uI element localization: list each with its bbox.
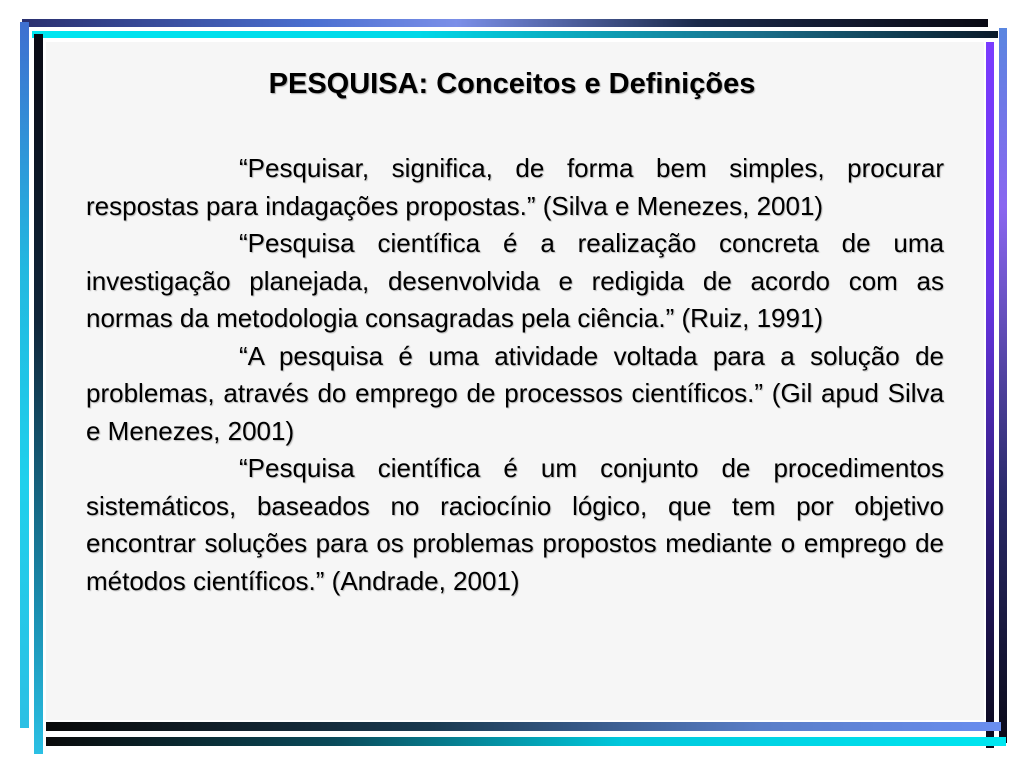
emphasized-term: Pesquisa bbox=[247, 228, 355, 258]
paragraph-text: “ bbox=[239, 453, 248, 483]
definition-paragraph bbox=[86, 450, 944, 600]
top-border-bar-cyan bbox=[32, 31, 998, 38]
paragraph-text: científica é um conjunto de procedimentos sistemáticos, baseados no raciocínio lógico, que tem por objetivo encontrar soluções para os problemas propostos mediante o emprego de métodos científicos.” (Andrade, 2001) bbox=[86, 453, 944, 596]
definition-paragraph bbox=[86, 225, 944, 338]
definition-paragraph bbox=[86, 150, 944, 225]
top-border-bar-dark bbox=[22, 19, 988, 27]
left-border-bar-dark bbox=[34, 34, 43, 754]
bottom-border-bar-dark bbox=[46, 722, 1001, 731]
left-border-bar-cyan bbox=[20, 22, 29, 728]
paragraph-text: “ bbox=[239, 228, 248, 258]
paragraph-text: “A bbox=[239, 340, 279, 371]
paragraph-text: é uma atividade voltada para a solução de problemas, através do emprego de processos científicos.” (Gil apud Silva e Menezes, 2001) bbox=[86, 340, 945, 446]
bottom-border-bar-cyan bbox=[46, 737, 1006, 746]
emphasized-term: Pesquisa bbox=[247, 453, 355, 483]
right-border-bar-purple bbox=[986, 42, 994, 748]
slide-title: PESQUISA: Conceitos e Definições bbox=[268, 68, 756, 100]
paragraph-text: científica é a realização concreta de uma investigação planejada, desenvolvida e redigida de acordo com as normas da metodologia consagradas pela ciência.” (Ruiz, 1991) bbox=[86, 228, 944, 333]
paragraph-text: “Pesquisar, significa, de forma bem simples, procurar respostas para indagações propostas.” (Silva e Menezes, 2001) bbox=[86, 153, 944, 221]
slide-body bbox=[86, 150, 944, 600]
emphasized-term: pesquisa bbox=[278, 340, 384, 371]
definition-paragraph bbox=[86, 338, 944, 451]
right-border-bar-blue bbox=[999, 28, 1007, 743]
